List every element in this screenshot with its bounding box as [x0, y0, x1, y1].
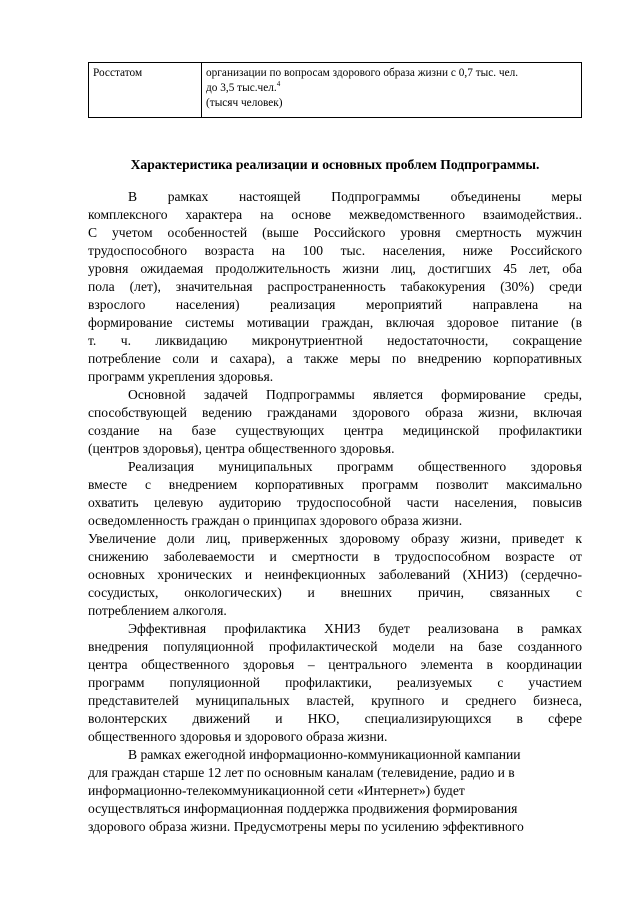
text-line: программ укрепления здоровья.	[88, 369, 274, 384]
cell-unit: (тысяч человек)	[206, 97, 283, 109]
text-line: комплексного характера на основе межведомственного взаимодействия..	[88, 207, 582, 222]
text-line: общественного здоровья и здорового образа жизни.	[88, 729, 388, 744]
text-line: вместе с внедрением корпоративных программ позволит максимально	[88, 477, 582, 492]
text-line: внедрения популяционной профилактической модели на базе созданного	[88, 639, 582, 654]
text-line: пола (лет), значительная распространенность табакокурения (30%) среди	[88, 279, 582, 294]
indicator-table	[88, 62, 582, 118]
text-line: формирование системы мотивации граждан, включая здоровое питание (в	[88, 315, 582, 330]
table-cell-source	[89, 63, 202, 118]
text-line: осуществляться информационная поддержка продвижения формирования	[88, 801, 518, 816]
cell-line: организации по вопросам здорового образа жизни с 0,7 тыс. чел.	[206, 67, 519, 79]
text-line: охватить целевую аудиторию трудоспособной части населения, повысив	[88, 495, 582, 510]
text-line: В рамках ежегодной информационно-коммуникационной кампании	[128, 747, 521, 762]
paragraph	[88, 188, 582, 386]
body-text	[88, 188, 582, 836]
footnote-marker: 4	[276, 80, 281, 89]
paragraph	[88, 458, 582, 530]
text-line: (центров здоровья), центра общественного здоровья.	[88, 441, 395, 456]
text-line: С учетом особенностей (выше Российского уровня смертность мужчин	[88, 225, 582, 240]
text-line: снижению заболеваемости и смертности в трудоспособном возрасте от	[88, 549, 582, 564]
text-line: взрослого населения) реализация мероприятий направлена на	[88, 297, 582, 312]
text-line: волонтерских движений и НКО, специализирующихся в сфере	[88, 711, 582, 726]
text-line: Реализация муниципальных программ общественного здоровья	[128, 459, 582, 474]
text-line: здорового образа жизни. Предусмотрены меры по усилению эффективного	[88, 819, 524, 834]
text-line: уровня ожидаемая продолжительность жизни лиц, достигших 45 лет, оба	[88, 261, 582, 276]
cell-text: Росстатом	[93, 67, 143, 79]
text-line: потребление соли и сахара), а также меры по внедрению корпоративных	[88, 351, 582, 366]
paragraph	[88, 386, 582, 458]
section-title: Характеристика реализации и основных проблем Подпрограммы.	[130, 157, 540, 172]
table-cell-description	[202, 63, 582, 118]
text-line: программ популяционной профилактики, реализуемых с участием	[88, 675, 582, 690]
text-line: основных хронических и неинфекционных заболеваний (ХНИЗ) (сердечно-	[88, 567, 582, 582]
text-line: представителей муниципальных властей, крупного и среднего бизнеса,	[88, 693, 582, 708]
text-line: центра общественного здоровья – центрального элемента в координации	[88, 657, 582, 672]
paragraph	[88, 530, 582, 620]
text-line: способствующей ведению гражданами здорового образа жизни, включая	[88, 405, 582, 420]
text-line: Эффективная профилактика ХНИЗ будет реализована в рамках	[128, 621, 582, 636]
text-line: т. ч. ликвидацию микронутриентной недостаточности, сокращение	[88, 333, 582, 348]
text-line: Основной задачей Подпрограммы является формирование среды,	[128, 387, 582, 402]
paragraph	[88, 620, 582, 746]
text-line: В рамках настоящей Подпрограммы объединены меры	[128, 189, 582, 204]
text-line: осведомленность граждан о принципах здорового образа жизни.	[88, 513, 463, 528]
text-line: для граждан старше 12 лет по основным каналам (телевидение, радио и в	[88, 765, 515, 780]
text-line: создание на базе существующих центра медицинской профилактики	[88, 423, 582, 438]
cell-text: до 3,5 тыс.чел.	[206, 82, 277, 94]
text-line: информационно-телекоммуникационной сети «Интернет») будет	[88, 783, 465, 798]
paragraph	[88, 746, 582, 836]
text-line: трудоспособного возраста на 100 тыс. населения, ниже Российского	[88, 243, 582, 258]
cell-line-with-footnote	[206, 81, 577, 96]
text-line: потреблением алкоголя.	[88, 603, 227, 618]
text-line: сосудистых, онкологических) и внешних причин, связанных с	[88, 585, 582, 600]
table-row	[89, 63, 582, 118]
text-line: Увеличение доли лиц, приверженных здоровому образу жизни, приведет к	[88, 531, 582, 546]
